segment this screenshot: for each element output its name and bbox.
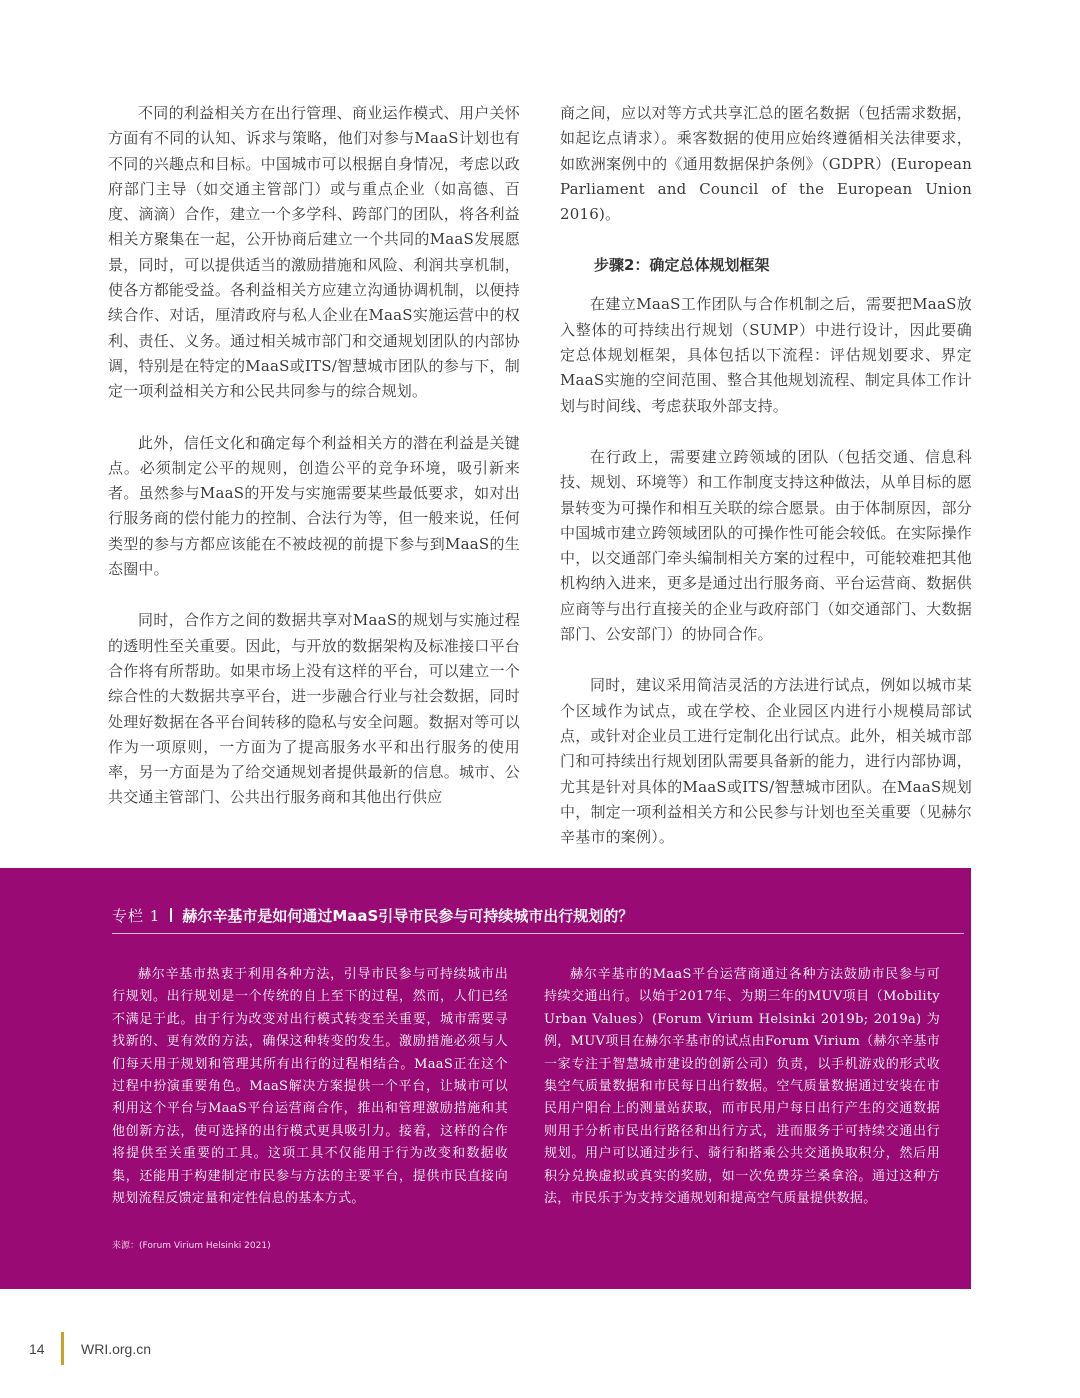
box-paragraph: 赫尔辛基市的MaaS平台运营商通过各种方法鼓励市民参与可持续交通出行。以始于2017年、为期三年的MUV项目（Mobility Urban Values）(Forum Virium Helsinki 2019b; 2019a) 为例，MUV项目在赫尔辛基市的试点由Forum Virium（赫尔辛基市一家专注于智慧城市建设的创新公司）负责，以手机游戏的形式收集空气质量数据和市民每日出行数据。空气质量数据通过安装在市民用户阳台上的测量站获取，而市民用户每日出行产生的交通数据则用于分析市民出行路径和出行方式，进而服务于可持续交通出行规划。用户可以通过步行、骑行和搭乘公共交通换取积分，然后用积分兑换虚拟或真实的奖励，如一次免费芬兰桑拿浴。通过这种方法，市民乐于为支持交通规划和提高空气质量提供数据。	[544, 967, 940, 1207]
section-heading: 步骤2：确定总体规划框架	[594, 256, 770, 275]
box-label: 专栏 1	[112, 907, 161, 925]
paragraph: 不同的利益相关方在出行管理、商业运作模式、用户关怀方面有不同的认知、诉求与策略，他们对参与MaaS计划也有不同的兴趣点和目标。中国城市可以根据自身情况，考虑以政府部门主导（如交通主管部门）或与重点企业（如高德、百度、滴滴）合作，建立一个多学科、跨部门的团队，将各利益相关方聚集在一起，公开协商后建立一个共同的MaaS发展愿景，同时，可以提供适当的激励措施和风险、利润共享机制，使各方都能受益。各利益相关方应建立沟通协调机制，以便持续合作、对话，厘清政府与私人企业在MaaS实施运营中的权利、责任、义务。通过相关城市部门和交通规划团队的内部协调，特别是在特定的MaaS或ITS/智慧城市团队的参与下，制定一项利益相关方和公民共同参与的综合规划。	[108, 104, 520, 401]
paragraph: 在建立MaaS工作团队与合作机制之后，需要把MaaS放入整体的可持续出行规划（SUMP）中进行设计，因此要确定总体规划框架，具体包括以下流程：评估规划要求、界定MaaS实施的空间范围、整合其他规划流程、制定具体工作计划与时间线、考虑获取外部支持。	[560, 295, 972, 415]
paragraph: 在行政上，需要建立跨领域的团队（包括交通、信息科技、规划、环境等）和工作制度支持这种做法，从单目标的愿景转变为可操作和相互关联的综合愿景。由于体制原因，部分中国城市建立跨领域团队的可操作性可能会较低。在实际操作中，以交通部门牵头编制相关方案的过程中，可能较难把其他机构纳入进来，更多是通过出行服务商、平台运营商、数据供应商等与出行直接关的企业与政府部门（如交通部门、大数据部门、公安部门）的协同合作。	[560, 447, 972, 644]
paragraph: 同时，建议采用简洁灵活的方法进行试点，例如以城市某个区域作为试点，或在学校、企业园区内进行小规模局部试点，或针对企业员工进行定制化出行试点。此外，相关城市部门和可持续出行规划团队需要具备新的能力，进行内部协调，尤其是针对具体的MaaS或ITS/智慧城市团队。在MaaS规划中，制定一项利益相关方和公民参与计划也至关重要（见赫尔辛基市的案例）。	[560, 676, 972, 847]
footer-url: WRI.org.cn	[81, 1341, 152, 1357]
box-right-column	[544, 964, 940, 1210]
page-number: 14	[29, 1341, 45, 1357]
right-text-column	[560, 101, 972, 850]
paragraph: 此外，信任文化和确定每个利益相关方的潜在利益是关键点。必须制定公平的规则，创造公平的竞争环境，吸引新来者。虽然参与MaaS的开发与实施需要某些最低要求，如对出行服务商的偿付能力的控制、合法行为等，但一般来说，任何类型的参与方都应该能在不被歧视的前提下参与到MaaS的生态圈中。	[108, 433, 520, 579]
paragraph-continued: 商之间，应以对等方式共享汇总的匿名数据（包括需求数据，如起讫点请求）。乘客数据的使用应始终遵循相关法律要求，如欧洲案例中的《通用数据保护条例》（GDPR）(European Parliament and Council of the European Union 2016)。	[560, 104, 972, 224]
footer-divider	[61, 1332, 64, 1365]
box-left-column	[112, 964, 508, 1210]
box-header	[112, 905, 633, 926]
box-paragraph: 赫尔辛基市热衷于利用各种方法，引导市民参与可持续城市出行规划。出行规划是一个传统的自上至下的过程，然而，人们已经不满足于此。由于行为改变对出行模式转变至关重要，城市需要寻找新的、更有效的方法，确保这种转变的发生。激励措施必须与人们每天用于规划和管理其所有出行的过程相结合。MaaS正在这个过程中扮演重要角色。MaaS解决方案提供一个平台，让城市可以利用这个平台与MaaS平台运营商合作，推出和管理激励措施和其他创新方法，使可选择的出行模式更具吸引力。接着，这样的合作将提供至关重要的工具。这项工具不仅能用于行为改变和数据收集，还能用于构建制定市民参与方法的主要平台，提供市民直接向规划流程反馈定量和定性信息的基本方式。	[112, 967, 508, 1207]
paragraph: 同时，合作方之间的数据共享对MaaS的规划与实施过程的透明性至关重要。因此，与开放的数据架构及标准接口平台合作将有所帮助。如果市场上没有这样的平台，可以建立一个综合性的大数据共享平台，进一步融合行业与社会数据，同时处理好数据在各平台间转移的隐私与安全问题。数据对等可以作为一项原则，一方面为了提高服务水平和出行服务的使用率，另一方面是为了给交通规划者提供最新的信息。城市、公共交通主管部门、公共出行服务商和其他出行供应	[108, 611, 520, 807]
box-title: 赫尔辛基市是如何通过MaaS引导市民参与可持续城市出行规划的？	[182, 907, 634, 925]
title-separator	[170, 908, 172, 922]
divider	[112, 933, 964, 934]
left-text-column	[108, 101, 520, 837]
case-study-box	[0, 868, 971, 1289]
source-note: 来源：(Forum Virium Helsinki 2021)	[112, 1241, 271, 1251]
